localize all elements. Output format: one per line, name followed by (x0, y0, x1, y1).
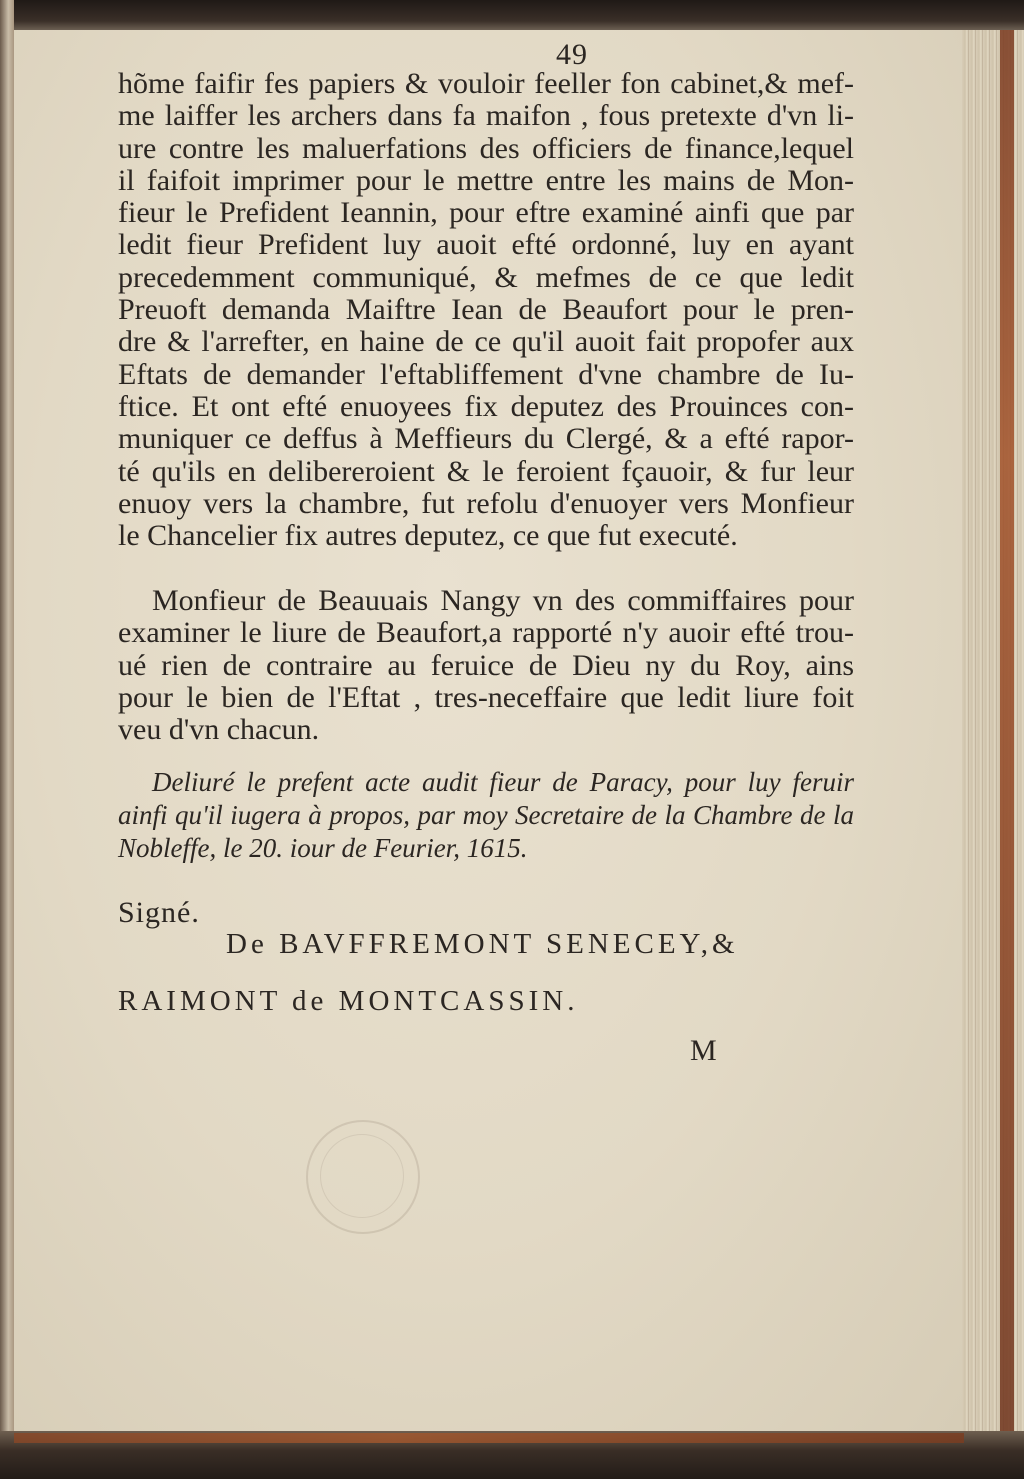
library-stamp-show-through (306, 1120, 420, 1234)
text-line: il faifoit imprimer pour le mettre entre les mains de Mon- (118, 163, 854, 197)
text-line: hõme faifir fes papiers & vouloir feeller fon cabinet,& mef- (118, 67, 854, 100)
text-line: examiner le liure de Beaufort,a rapporté n'y auoir efté trou- (118, 616, 854, 650)
delivery-note (118, 766, 854, 865)
text-line: veu d'vn chacun. (118, 713, 320, 747)
page-top-edge (0, 0, 1024, 30)
text-line: Monfieur de Beauuais Nangy vn des commiffaires pour (152, 584, 854, 617)
text-line: Nobleffe, le 20. iour de Feurier, 1615. (118, 833, 528, 863)
text-line: ure contre les maluerfations des officiers de finance,lequel (118, 131, 854, 165)
text-line: Deliuré le prefent acte audit fieur de Paracy, pour luy feruir (152, 767, 854, 797)
text-line: dre & l'arrefter, en haine de ce qu'il auoit fait propofer aux (118, 325, 854, 359)
text-line: pour le bien de l'Eftat , tres-neceffaire que ledit liure foit (118, 680, 854, 714)
text-line: té qu'ils en delibereroient & le feroient fçauoir, & fur leur (118, 454, 854, 488)
page-bottom-edge (0, 1431, 1024, 1479)
red-edge-rim (1000, 30, 1014, 1450)
text-line: Eftats de demander l'eftabliffement d'vne chambre de Iu- (118, 357, 854, 391)
text-line: fieur le Prefident Ieannin, pour eftre examiné ainfi que par (118, 196, 854, 230)
text-line: ainfi qu'il iugera à propos, par moy Secretaire de la Chambre de la (118, 800, 854, 830)
signatory-2: RAIMONT de MONTCASSIN. (118, 985, 579, 1017)
text-line: ftice. Et ont efté enuoyees fix deputez des Prouinces con- (118, 389, 854, 423)
text-line: me laiffer les archers dans fa maifon , fous pretexte d'vn li- (118, 99, 854, 133)
text-line: le Chancelier fix autres deputez, ce que fut executé. (118, 519, 738, 553)
binding-gutter (0, 0, 14, 1479)
signature-mark: M (690, 1034, 717, 1067)
text-line: enuoy vers la chambre, fut refolu d'enuoyer vers Monfieur (118, 486, 854, 520)
paragraph-1 (118, 68, 854, 552)
page-fore-edge (962, 30, 1024, 1450)
text-line: precedemment communiqué, & mefmes de ce que ledit (118, 260, 854, 294)
text-line: muniquer ce deffus à Meffieurs du Clergé, & a efté rapor- (118, 422, 854, 456)
text-line: ledit fieur Prefident luy auoit efté ordonné, luy en ayant (118, 228, 854, 262)
book-page (14, 30, 962, 1432)
text-line: Preuoft demanda Maiftre Iean de Beaufort pour le pren- (118, 293, 854, 327)
paragraph-2 (118, 585, 854, 746)
text-line: ué rien de contraire au feruice de Dieu ny du Roy, ains (118, 648, 854, 682)
signed-label: Signé. (118, 896, 200, 929)
signatory-1: De BAVFFREMONT SENECEY,& (226, 928, 739, 960)
page-number: 49 (556, 38, 588, 71)
red-bottom-rim (14, 1433, 964, 1443)
